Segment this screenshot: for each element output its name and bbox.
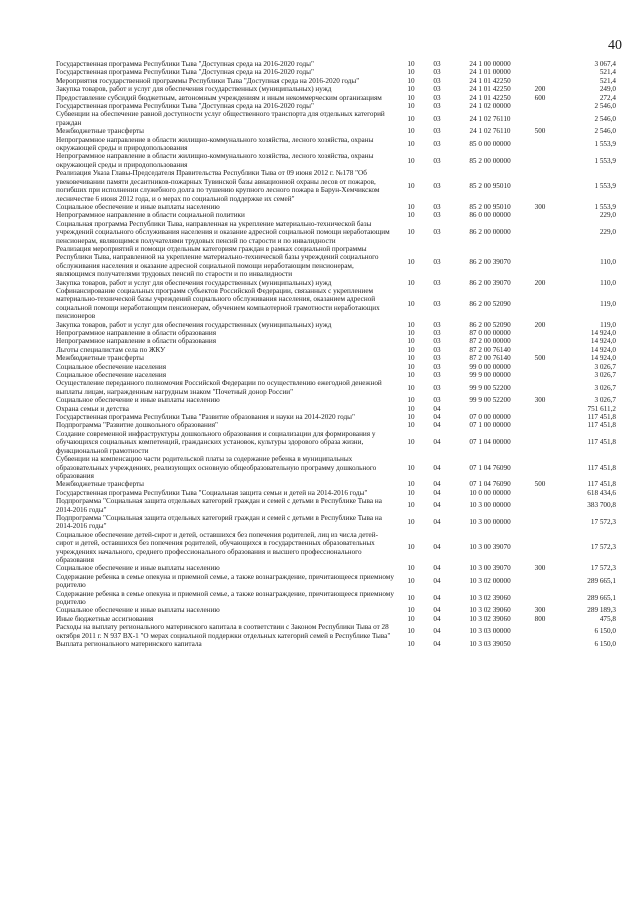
row-target-article-code: 10 3 00 39070 <box>469 543 511 552</box>
row-name: Реализация мероприятий и помощи отдельным категориям граждан в рамках социальной программы Республики Тыва, направленной на укрепление материально-технической базы учреждений социального обслуживания населения и оказание адресной социальной помощи неработающим пенсионерам, являющимся получателями трудовых пенсий по старости и по инвалидности <box>56 244 379 279</box>
row-name: Социальное обеспечение и иные выплаты населению <box>56 606 220 615</box>
row-name: Закупка товаров, работ и услуг для обеспечения государственных (муниципальных) нужд <box>56 278 332 287</box>
row-section-code: 10 <box>407 257 415 266</box>
row-target-article-code: 10 3 00 39070 <box>469 564 511 573</box>
row-amount: 14 924,0 <box>590 345 616 354</box>
row-section-code: 10 <box>407 60 415 68</box>
row-amount: 3 067,4 <box>594 60 616 68</box>
row-name: Государственная программа Республики Тыва "Социальная защита семьи и детей на 2014-2016 годы" <box>56 488 368 497</box>
table-row <box>56 279 616 287</box>
row-subsection-code: 04 <box>433 404 441 413</box>
row-amount: 751 611,2 <box>587 404 616 413</box>
table-row <box>56 531 616 565</box>
row-name: Государственная программа Республики Тыва "Доступная среда на 2016-2020 годы" <box>56 68 314 77</box>
table-row <box>56 321 616 329</box>
row-section-code: 10 <box>407 114 415 123</box>
row-amount: 2 546,0 <box>594 114 616 123</box>
row-target-article-code: 24 1 01 42250 <box>469 93 511 102</box>
row-name: Социальное обеспечение населения <box>56 362 167 371</box>
row-name: Расходы на выплату регионального материнского капитала в соответствии с Законом Республики Тыва от 28 октября 2011 г. N 937 ВХ-1 "О мерах социальной поддержки отдельных категорий семей в Республике Тыва" <box>56 623 391 640</box>
table-row <box>56 623 616 640</box>
row-target-article-code: 10 3 02 39060 <box>469 606 511 615</box>
row-name: Подпрограмма "Развитие дошкольного образования" <box>56 421 218 430</box>
row-name: Социальное обеспечение населения <box>56 371 167 380</box>
row-name: Субвенции на обеспечение равной доступности услуг общественного транспорта для отдельных категорий граждан <box>56 110 385 127</box>
row-target-article-code: 10 3 03 00000 <box>469 627 511 636</box>
row-subsection-code: 03 <box>433 139 441 148</box>
row-subsection-code: 03 <box>433 85 441 94</box>
row-subsection-code: 04 <box>433 438 441 447</box>
row-target-article-code: 86 2 00 52090 <box>469 320 511 329</box>
row-section-code: 10 <box>407 68 415 77</box>
table-row <box>56 379 616 396</box>
row-target-article-code: 99 9 00 00000 <box>469 371 511 380</box>
row-target-article-code: 86 2 00 39070 <box>469 278 511 287</box>
table-row <box>56 371 616 379</box>
row-target-article-code: 24 1 00 00000 <box>469 60 511 68</box>
row-target-article-code: 07 1 04 00000 <box>469 438 511 447</box>
row-subsection-code: 03 <box>433 114 441 123</box>
row-section-code: 10 <box>407 543 415 552</box>
row-subsection-code: 04 <box>433 564 441 573</box>
row-amount: 1 553,9 <box>594 139 616 148</box>
row-section-code: 10 <box>407 383 415 392</box>
row-expense-type-code: 200 <box>534 85 546 94</box>
row-amount: 383 700,8 <box>587 501 616 510</box>
row-target-article-code: 10 3 02 00000 <box>469 576 511 585</box>
row-section-code: 10 <box>407 438 415 447</box>
row-subsection-code: 04 <box>433 543 441 552</box>
row-amount: 618 434,6 <box>587 488 616 497</box>
row-section-code: 10 <box>407 371 415 380</box>
row-subsection-code: 03 <box>433 68 441 77</box>
row-subsection-code: 03 <box>433 278 441 287</box>
row-subsection-code: 03 <box>433 181 441 190</box>
row-target-article-code: 99 0 00 00000 <box>469 362 511 371</box>
row-name: Содержание ребенка в семье опекуна и приемной семье, а также вознаграждение, причитающееся приемному родителю <box>56 589 394 606</box>
row-amount: 119,0 <box>600 299 616 308</box>
row-amount: 17 572,3 <box>590 543 616 552</box>
row-section-code: 10 <box>407 278 415 287</box>
row-target-article-code: 24 1 02 76110 <box>469 127 511 136</box>
row-subsection-code: 03 <box>433 329 441 337</box>
row-section-code: 10 <box>407 211 415 220</box>
row-name: Непрограммное направление в области жилищно-коммунального хозяйства, лесного хозяйства, охраны окружающей среды и природопользования <box>56 152 374 169</box>
row-subsection-code: 04 <box>433 627 441 636</box>
row-target-article-code: 86 2 00 52090 <box>469 299 511 308</box>
row-name: Государственная программа Республики Тыва "Развитие образования и науки на 2014-2020 годы" <box>56 413 355 422</box>
row-amount: 3 026,7 <box>594 362 616 371</box>
table-row <box>56 430 616 455</box>
row-subsection-code: 03 <box>433 383 441 392</box>
row-amount: 272,4 <box>599 93 616 102</box>
row-section-code: 10 <box>407 228 415 237</box>
table-row <box>56 152 616 169</box>
row-section-code: 10 <box>407 345 415 354</box>
row-name: Выплата регионального материнского капитала <box>56 640 202 649</box>
row-section-code: 10 <box>407 354 415 363</box>
table-row <box>56 85 616 93</box>
row-amount: 6 150,0 <box>594 640 616 649</box>
row-amount: 249,0 <box>599 85 616 94</box>
page-number: 40 <box>608 38 622 53</box>
row-amount: 119,0 <box>600 320 616 329</box>
table-row <box>56 287 616 321</box>
row-name: Льготы специалистам села по ЖКУ <box>56 345 166 354</box>
row-name: Межбюджетные трансферты <box>56 480 144 489</box>
row-section-code: 10 <box>407 606 415 615</box>
table-row <box>56 405 616 413</box>
row-expense-type-code: 200 <box>534 320 546 329</box>
row-target-article-code: 86 2 00 39070 <box>469 257 511 266</box>
row-name: Иные бюджетные ассигнования <box>56 614 154 623</box>
table-row <box>56 573 616 590</box>
row-amount: 2 546,0 <box>594 127 616 136</box>
row-subsection-code: 03 <box>433 228 441 237</box>
row-name: Софинансирование социальных программ субъектов Российской Федерации, связанных с укреплением материально-технической базы учреждений социального обслуживания населения, оказанием адресной социальной помощи неработающим пенсионерам, обучением компьютерной грамотности неработающих пенсионеров <box>56 286 380 321</box>
table-row <box>56 421 616 429</box>
table-row <box>56 169 616 203</box>
row-section-code: 10 <box>407 518 415 527</box>
row-amount: 521,4 <box>599 68 616 77</box>
row-amount: 17 572,3 <box>590 518 616 527</box>
row-amount: 475,8 <box>599 614 616 623</box>
row-subsection-code: 03 <box>433 60 441 68</box>
row-subsection-code: 03 <box>433 320 441 329</box>
row-target-article-code: 87 0 00 00000 <box>469 329 511 337</box>
row-expense-type-code: 500 <box>534 354 546 363</box>
row-section-code: 10 <box>407 488 415 497</box>
row-subsection-code: 04 <box>433 593 441 602</box>
row-subsection-code: 04 <box>433 606 441 615</box>
row-target-article-code: 24 1 01 00000 <box>469 68 511 77</box>
row-target-article-code: 24 1 02 00000 <box>469 102 511 111</box>
row-section-code: 10 <box>407 564 415 573</box>
row-target-article-code: 24 1 02 76110 <box>469 114 511 123</box>
row-amount: 3 026,7 <box>594 383 616 392</box>
table-row <box>56 606 616 614</box>
row-subsection-code: 04 <box>433 518 441 527</box>
row-target-article-code: 10 3 00 00000 <box>469 501 511 510</box>
table-row <box>56 354 616 362</box>
row-section-code: 10 <box>407 421 415 430</box>
row-amount: 14 924,0 <box>590 354 616 363</box>
row-name: Осуществление переданного полномочия Российской Федерации по осуществлению ежегодной денежной выплаты лицам, награжденным нагрудным знаком "Почетный донор России" <box>56 379 382 396</box>
row-amount: 229,0 <box>599 228 616 237</box>
row-name: Социальное обеспечение и иные выплаты населению <box>56 564 220 573</box>
row-target-article-code: 24 1 01 42250 <box>469 76 511 85</box>
row-amount: 14 924,0 <box>590 329 616 337</box>
row-section-code: 10 <box>407 329 415 337</box>
table-row <box>56 396 616 404</box>
row-expense-type-code: 500 <box>534 127 546 136</box>
row-amount: 521,4 <box>599 76 616 85</box>
table-row <box>56 455 616 480</box>
row-expense-type-code: 800 <box>534 614 546 623</box>
table-row <box>56 590 616 607</box>
row-target-article-code: 87 2 00 76140 <box>469 345 511 354</box>
row-subsection-code: 04 <box>433 413 441 422</box>
row-expense-type-code: 300 <box>534 564 546 573</box>
row-expense-type-code: 300 <box>534 396 546 405</box>
row-name: Закупка товаров, работ и услуг для обеспечения государственных (муниципальных) нужд <box>56 85 332 94</box>
table-row <box>56 413 616 421</box>
row-subsection-code: 03 <box>433 354 441 363</box>
row-section-code: 10 <box>407 627 415 636</box>
row-name: Подпрограмма "Социальная защита отдельных категорий граждан и семей с детьми в Республике Тыва на 2014-2016 годы" <box>56 497 382 514</box>
row-subsection-code: 04 <box>433 421 441 430</box>
row-section-code: 10 <box>407 501 415 510</box>
row-subsection-code: 03 <box>433 345 441 354</box>
row-name: Социальная программа Республики Тыва, направленная на укрепление материально-технической базы учреждений социального обслуживания населения и оказание адресной социальной помощи неработающим пенсионерам, являющимся получателями трудовых пенсий по старости и по инвалидности <box>56 219 390 245</box>
table-row <box>56 640 616 648</box>
row-section-code: 10 <box>407 362 415 371</box>
row-amount: 2 546,0 <box>594 102 616 111</box>
table-row <box>56 497 616 514</box>
row-target-article-code: 99 9 00 52200 <box>469 396 511 405</box>
row-name: Межбюджетные трансферты <box>56 127 144 136</box>
row-section-code: 10 <box>407 299 415 308</box>
row-section-code: 10 <box>407 85 415 94</box>
row-amount: 6 150,0 <box>594 627 616 636</box>
row-subsection-code: 04 <box>433 463 441 472</box>
row-subsection-code: 04 <box>433 488 441 497</box>
row-name: Непрограммное направление в области социальной политики <box>56 211 245 220</box>
table-row <box>56 489 616 497</box>
row-amount: 289 189,3 <box>587 606 616 615</box>
table-row <box>56 94 616 102</box>
row-subsection-code: 03 <box>433 127 441 136</box>
row-expense-type-code: 300 <box>534 202 546 211</box>
row-subsection-code: 04 <box>433 640 441 649</box>
row-subsection-code: 04 <box>433 501 441 510</box>
row-amount: 14 924,0 <box>590 337 616 346</box>
row-section-code: 10 <box>407 127 415 136</box>
row-name: Непрограммное направление в области образования <box>56 329 217 337</box>
table-row <box>56 136 616 153</box>
row-name: Социальное обеспечение и иные выплаты населению <box>56 396 220 405</box>
table-row <box>56 220 616 245</box>
row-target-article-code: 07 1 04 76090 <box>469 463 511 472</box>
row-section-code: 10 <box>407 576 415 585</box>
row-target-article-code: 87 2 00 76140 <box>469 354 511 363</box>
row-name: Социальное обеспечение и иные выплаты населению <box>56 202 220 211</box>
row-name: Закупка товаров, работ и услуг для обеспечения государственных (муниципальных) нужд <box>56 320 332 329</box>
row-name: Реализация Указа Главы-Председателя Правительства Республики Тыва от 09 июня 2012 г. №178 "Об увековечивании памяти десантников-пожарных Тувинской базы авиационной охраны лесов от пожаров, погибших при исполнении служебного долга по тушению крупного лесного пожара в Барун-Хемчикском лесничестве 6 июня 2012 года, и о мерах по социальной поддержке их семей" <box>56 169 380 203</box>
row-amount: 289 665,1 <box>587 593 616 602</box>
row-section-code: 10 <box>407 640 415 649</box>
row-amount: 3 026,7 <box>594 396 616 405</box>
row-section-code: 10 <box>407 93 415 102</box>
table-row <box>56 615 616 623</box>
row-name: Межбюджетные трансферты <box>56 354 144 363</box>
row-target-article-code: 85 2 00 00000 <box>469 156 511 165</box>
table-row <box>56 211 616 219</box>
table-row <box>56 564 616 572</box>
row-subsection-code: 03 <box>433 156 441 165</box>
table-row <box>56 514 616 531</box>
row-section-code: 10 <box>407 156 415 165</box>
row-amount: 110,0 <box>600 278 616 287</box>
row-expense-type-code: 600 <box>534 93 546 102</box>
row-name: Предоставление субсидий бюджетным, автономным учреждениям и иным некоммерческим организациям <box>56 93 382 102</box>
row-target-article-code: 07 0 00 00000 <box>469 413 511 422</box>
row-section-code: 10 <box>407 181 415 190</box>
row-subsection-code: 04 <box>433 614 441 623</box>
table-row <box>56 127 616 135</box>
row-name: Непрограммное направление в области жилищно-коммунального хозяйства, лесного хозяйства, охраны окружающей среды и природопользования <box>56 135 374 153</box>
row-subsection-code: 03 <box>433 371 441 380</box>
row-subsection-code: 03 <box>433 202 441 211</box>
table-row <box>56 329 616 337</box>
row-name: Охрана семьи и детства <box>56 404 129 413</box>
row-amount: 117 451,8 <box>587 463 616 472</box>
row-amount: 117 451,8 <box>587 413 616 422</box>
row-subsection-code: 03 <box>433 257 441 266</box>
row-target-article-code: 86 0 00 00000 <box>469 211 511 220</box>
row-target-article-code: 07 1 00 00000 <box>469 421 511 430</box>
row-amount: 117 451,8 <box>587 421 616 430</box>
row-section-code: 10 <box>407 413 415 422</box>
budget-table <box>56 60 616 648</box>
row-section-code: 10 <box>407 76 415 85</box>
row-name: Непрограммное направление в области образования <box>56 337 217 346</box>
row-target-article-code: 87 2 00 00000 <box>469 337 511 346</box>
row-amount: 117 451,8 <box>587 438 616 447</box>
row-subsection-code: 03 <box>433 337 441 346</box>
table-row <box>56 346 616 354</box>
row-target-article-code: 10 3 03 39050 <box>469 640 511 649</box>
row-section-code: 10 <box>407 139 415 148</box>
table-row <box>56 102 616 110</box>
row-subsection-code: 03 <box>433 93 441 102</box>
row-name: Содержание ребенка в семье опекуна и приемной семье, а также вознаграждение, причитающееся приемному родителю <box>56 572 394 590</box>
row-subsection-code: 03 <box>433 76 441 85</box>
row-section-code: 10 <box>407 320 415 329</box>
row-section-code: 10 <box>407 480 415 489</box>
row-section-code: 10 <box>407 463 415 472</box>
row-expense-type-code: 300 <box>534 606 546 615</box>
row-target-article-code: 10 0 00 00000 <box>469 488 511 497</box>
row-section-code: 10 <box>407 102 415 111</box>
row-amount: 229,0 <box>599 211 616 220</box>
row-subsection-code: 04 <box>433 576 441 585</box>
row-section-code: 10 <box>407 404 415 413</box>
row-amount: 1 553,9 <box>594 202 616 211</box>
row-target-article-code: 85 2 00 95010 <box>469 202 511 211</box>
row-section-code: 10 <box>407 202 415 211</box>
row-target-article-code: 86 2 00 00000 <box>469 228 511 237</box>
row-name: Создание современной инфраструктуры дошкольного образования и социализации для формирования у обучающихся социальных компетенций, гражданских установок, культуры здорового образа жизни, функциональной грамотности <box>56 429 376 455</box>
row-amount: 1 553,9 <box>594 181 616 190</box>
row-subsection-code: 04 <box>433 480 441 489</box>
row-expense-type-code: 500 <box>534 480 546 489</box>
table-row <box>56 245 616 279</box>
table-row <box>56 363 616 371</box>
row-subsection-code: 03 <box>433 396 441 405</box>
row-section-code: 10 <box>407 593 415 602</box>
row-target-article-code: 10 3 02 39060 <box>469 593 511 602</box>
row-amount: 17 572,3 <box>590 564 616 573</box>
row-amount: 117 451,8 <box>587 480 616 489</box>
row-amount: 1 553,9 <box>594 156 616 165</box>
row-expense-type-code: 200 <box>534 278 546 287</box>
table-row <box>56 60 616 68</box>
row-subsection-code: 03 <box>433 211 441 220</box>
row-name: Государственная программа Республики Тыва "Доступная среда на 2016-2020 годы" <box>56 102 314 111</box>
row-amount: 110,0 <box>600 257 616 266</box>
row-section-code: 10 <box>407 337 415 346</box>
row-name: Субвенции на компенсацию части родительской платы за содержание ребенка в муниципальных образовательных учреждениях, реализующих основную общеобразовательную программу дошкольного образования <box>56 455 377 480</box>
row-amount: 289 665,1 <box>587 576 616 585</box>
table-row <box>56 68 616 76</box>
table-row <box>56 337 616 345</box>
table-row <box>56 77 616 85</box>
table-row <box>56 480 616 488</box>
row-target-article-code: 07 1 04 76090 <box>469 480 511 489</box>
row-section-code: 10 <box>407 614 415 623</box>
row-subsection-code: 03 <box>433 299 441 308</box>
row-section-code: 10 <box>407 396 415 405</box>
row-subsection-code: 03 <box>433 102 441 111</box>
row-subsection-code: 03 <box>433 362 441 371</box>
row-target-article-code: 24 1 01 42250 <box>469 85 511 94</box>
table-row <box>56 110 616 127</box>
row-target-article-code: 99 9 00 52200 <box>469 383 511 392</box>
row-target-article-code: 10 3 00 00000 <box>469 518 511 527</box>
row-name: Социальное обеспечение детей-сирот и детей, оставшихся без попечения родителей, лиц из числа детей-сирот и детей, оставшихся без попечения родителей, обучающихся в государственных образовательных учреждениях начального, среднего профессионального образования и высшего профессионального образования <box>56 530 378 564</box>
row-target-article-code: 85 2 00 95010 <box>469 181 511 190</box>
row-name: Мероприятия государственной программы Республики Тыва "Доступная среда на 2016-2020 годы" <box>56 76 360 85</box>
row-target-article-code: 10 3 02 39060 <box>469 614 511 623</box>
table-row <box>56 203 616 211</box>
row-name: Подпрограмма "Социальная защита отдельных категорий граждан и семей с детьми в Республике Тыва на 2014-2016 годы" <box>56 513 382 531</box>
row-amount: 3 026,7 <box>594 371 616 380</box>
row-name: Государственная программа Республики Тыва "Доступная среда на 2016-2020 годы" <box>56 60 314 68</box>
row-target-article-code: 85 0 00 00000 <box>469 139 511 148</box>
